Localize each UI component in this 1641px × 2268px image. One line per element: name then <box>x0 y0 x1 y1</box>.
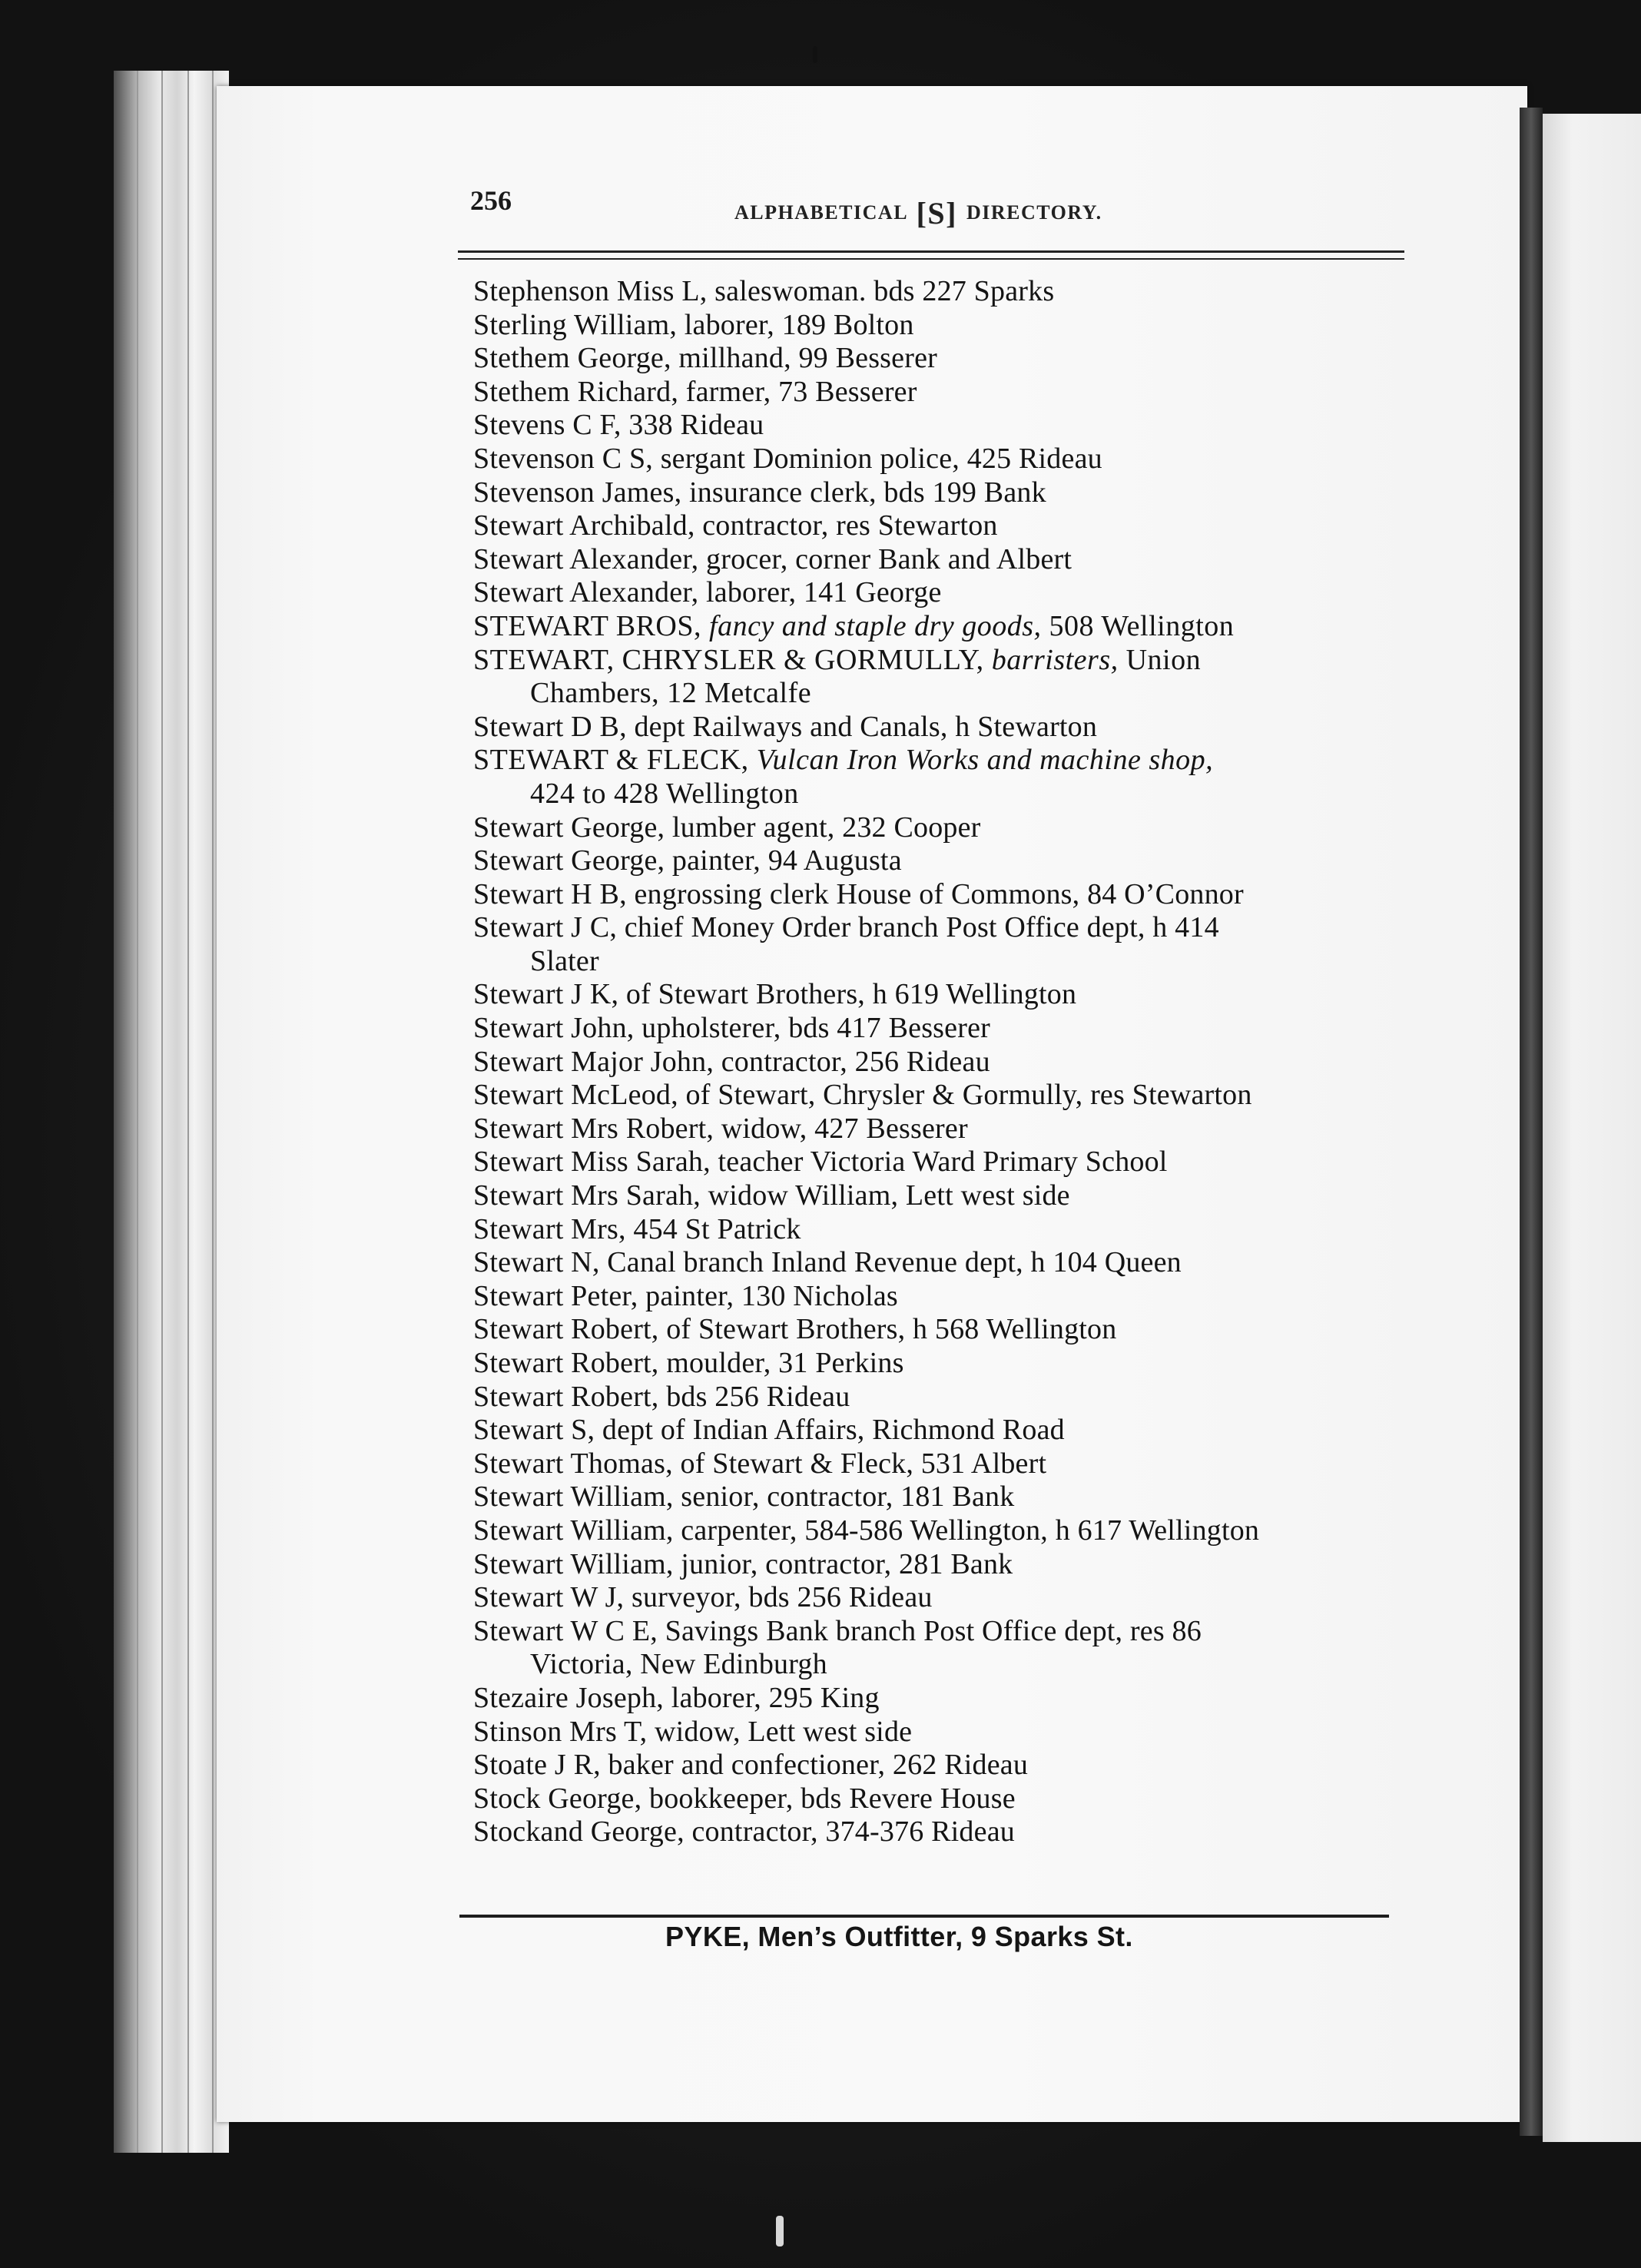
directory-entry <box>473 1313 1418 1347</box>
directory-entry <box>473 1046 1418 1079</box>
entry-text: Stephenson Miss L, saleswoman. bds 227 Sparks <box>473 275 1055 307</box>
entry-continuation: Chambers, 12 Metcalfe <box>530 677 812 710</box>
book-page-edges <box>114 71 229 2153</box>
business-name: STEWART BROS, <box>473 609 702 642</box>
entry-continuation: 424 to 428 Wellington <box>530 777 799 810</box>
directory-entry <box>473 543 1418 577</box>
business-description: Vulcan Iron Works and machine shop, <box>756 744 1214 777</box>
directory-entry <box>473 376 1418 410</box>
directory-entry <box>473 1146 1418 1179</box>
entry-text: Stewart D B, dept Railways and Canals, h Stewarton <box>473 710 1098 743</box>
entry-text: Stewart Alexander, laborer, 141 George <box>473 576 942 609</box>
entry-text: Stewart Archibald, contractor, res Stewarton <box>473 509 998 542</box>
directory-entry <box>473 576 1418 610</box>
entry-text: Stewart John, upholsterer, bds 417 Besserer <box>473 1012 991 1045</box>
business-description: barristers, <box>991 643 1119 676</box>
header-rule-thick <box>458 250 1404 253</box>
scan-speck <box>776 2216 784 2246</box>
entry-text: Stewart William, carpenter, 584-586 Wellington, h 617 Wellington <box>473 1514 1260 1547</box>
entry-text: Stewart Mrs Robert, widow, 427 Besserer <box>473 1112 968 1145</box>
directory-entry <box>473 476 1418 510</box>
entry-text: Stewart McLeod, of Stewart, Chrysler & Gormully, res Stewarton <box>473 1079 1252 1112</box>
running-head-prefix: ALPHABETICAL <box>734 201 907 224</box>
entry-text: Stockand George, contractor, 374-376 Rideau <box>473 1815 1015 1849</box>
directory-entry <box>473 911 1418 978</box>
entry-text: Stewart H B, engrossing clerk House of Commons, 84 O’Connor <box>473 877 1244 910</box>
directory-entry <box>473 1615 1418 1682</box>
directory-entry <box>473 978 1418 1012</box>
entry-text: Stock George, bookkeeper, bds Revere House <box>473 1782 1016 1815</box>
entry-text: Stewart Robert, of Stewart Brothers, h 568 Wellington <box>473 1313 1117 1346</box>
entry-text: Stewart Robert, bds 256 Rideau <box>473 1380 850 1413</box>
directory-entry <box>473 1079 1418 1112</box>
directory-entry <box>473 342 1418 376</box>
directory-entry <box>473 1012 1418 1046</box>
entry-text: Stewart W C E, Savings Bank branch Post Office dept, res 86 <box>473 1614 1202 1647</box>
entry-text: Stewart Mrs Sarah, widow William, Lett west side <box>473 1179 1070 1212</box>
directory-entry <box>473 1514 1418 1548</box>
directory-entry <box>473 1815 1418 1849</box>
directory-entry <box>473 811 1418 845</box>
directory-entry <box>473 744 1418 811</box>
entry-text: Stewart William, senior, contractor, 181 Bank <box>473 1480 1015 1514</box>
directory-entry <box>473 1280 1418 1314</box>
scan-speck <box>813 46 817 63</box>
entry-text: Stevenson C S, sergant Dominion police, 425 Rideau <box>473 442 1102 475</box>
entry-text: Stewart S, dept of Indian Affairs, Richmond Road <box>473 1414 1065 1447</box>
directory-entry <box>473 1347 1418 1381</box>
entry-text: Stewart Thomas, of Stewart & Fleck, 531 Albert <box>473 1447 1047 1480</box>
directory-entry <box>473 711 1418 744</box>
directory-entry <box>473 1447 1418 1481</box>
entry-text: Stinson Mrs T, widow, Lett west side <box>473 1715 913 1748</box>
directory-entry <box>473 1179 1418 1213</box>
directory-entry <box>473 1414 1418 1447</box>
directory-entry <box>473 1381 1418 1414</box>
directory-entry <box>473 1548 1418 1582</box>
business-name: STEWART, CHRYSLER & GORMULLY, <box>473 643 984 676</box>
directory-entry <box>473 443 1418 476</box>
page-number: 256 <box>470 185 512 216</box>
entry-text: Stewart Alexander, grocer, corner Bank and Albert <box>473 542 1072 575</box>
entry-text: Stevenson James, insurance clerk, bds 199 Bank <box>473 476 1046 509</box>
entry-text: Stewart W J, surveyor, bds 256 Rideau <box>473 1581 933 1614</box>
entry-text: Stewart William, junior, contractor, 281 Bank <box>473 1547 1013 1580</box>
directory-entry <box>473 1782 1418 1816</box>
directory-entry <box>473 409 1418 443</box>
entry-continuation: Slater <box>530 944 599 977</box>
entry-text: Stethem George, millhand, 99 Besserer <box>473 342 938 375</box>
entry-text: Stewart N, Canal branch Inland Revenue dept, h 104 Queen <box>473 1246 1182 1279</box>
directory-entry <box>473 1112 1418 1146</box>
directory-entry <box>473 275 1418 309</box>
business-description: fancy and staple dry goods, <box>709 609 1042 642</box>
header-rule-thin <box>458 258 1404 260</box>
entry-text: Stewart Robert, moulder, 31 Perkins <box>473 1347 904 1379</box>
directory-entries <box>473 275 1418 1849</box>
directory-entry <box>473 1716 1418 1749</box>
footer-advertisement: PYKE, Men’s Outfitter, 9 Sparks St. <box>665 1921 1133 1952</box>
entry-text: Stevens C F, 338 Rideau <box>473 409 764 442</box>
directory-entry <box>473 1581 1418 1615</box>
entry-text: Stewart Mrs, 454 St Patrick <box>473 1212 801 1245</box>
entry-text: Stewart J K, of Stewart Brothers, h 619 Wellington <box>473 978 1077 1011</box>
directory-entry <box>473 1682 1418 1716</box>
directory-entry <box>473 509 1418 543</box>
entry-continuation: Victoria, New Edinburgh <box>530 1648 827 1681</box>
directory-entry <box>473 1480 1418 1514</box>
entry-text: Stezaire Joseph, laborer, 295 King <box>473 1681 880 1714</box>
entry-text: Stewart Peter, painter, 130 Nicholas <box>473 1279 898 1312</box>
entry-text: Stethem Richard, farmer, 73 Besserer <box>473 375 917 408</box>
entry-text: Stoate J R, baker and confectioner, 262 Rideau <box>473 1749 1029 1782</box>
business-address: Union <box>1125 643 1202 676</box>
entry-text: Stewart J C, chief Money Order branch Post Office dept, h 414 <box>473 911 1219 944</box>
footer-rule <box>459 1915 1389 1918</box>
book-gutter <box>1520 108 1543 2136</box>
entry-text: Stewart George, lumber agent, 232 Cooper <box>473 811 981 844</box>
directory-entry <box>473 1749 1418 1782</box>
directory-entry <box>473 610 1418 644</box>
business-address: 508 Wellington <box>1049 609 1235 642</box>
directory-entry <box>473 1246 1418 1280</box>
directory-entry <box>473 1213 1418 1247</box>
facing-page-edge <box>1543 114 1641 2142</box>
directory-entry <box>473 878 1418 912</box>
entry-text: Stewart George, painter, 94 Augusta <box>473 844 902 877</box>
entry-text: Sterling William, laborer, 189 Bolton <box>473 308 914 341</box>
entry-text: Stewart Miss Sarah, teacher Victoria Ward Primary School <box>473 1146 1168 1179</box>
directory-entry <box>473 844 1418 878</box>
section-letter: [S] <box>916 196 957 230</box>
directory-entry <box>473 644 1418 711</box>
running-head-suffix: DIRECTORY. <box>966 201 1102 224</box>
directory-entry <box>473 309 1418 343</box>
running-head <box>734 195 1102 231</box>
entry-text: Stewart Major John, contractor, 256 Rideau <box>473 1045 990 1078</box>
business-name: STEWART & FLECK, <box>473 744 749 777</box>
page-header <box>470 184 1407 238</box>
